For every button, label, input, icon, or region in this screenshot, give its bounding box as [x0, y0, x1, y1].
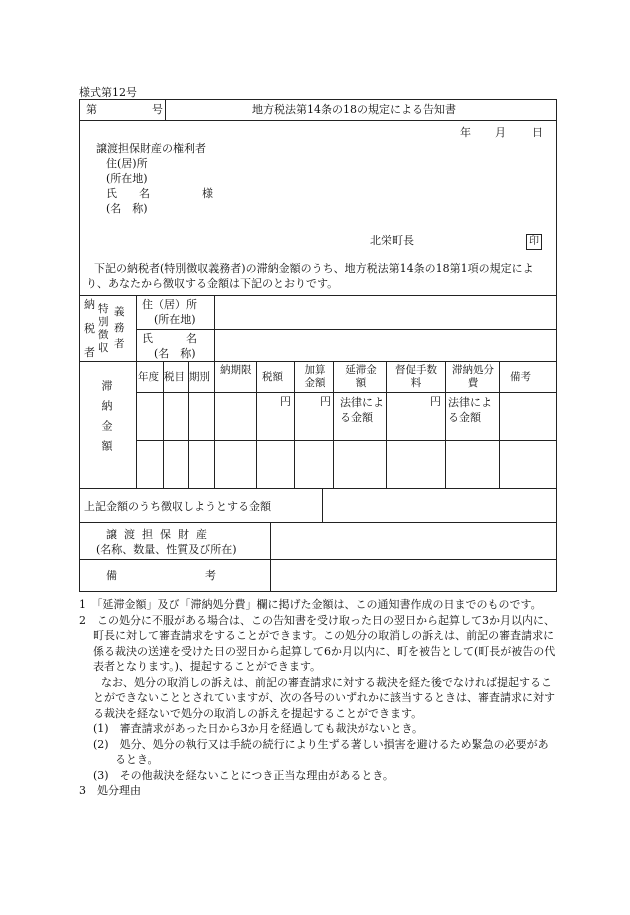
note-item-3: (3) その他裁決を経ないことにつき正当な理由があるとき。 — [93, 768, 394, 782]
recipient-name-suffix: 様 — [202, 187, 213, 200]
taxpayer-label-b: 税 — [84, 322, 95, 335]
intro-text: 下記の納税者(特別徴収義務者)の滞納金額のうち、地方税法第14条の18第1項の規定により、あなたから徴収する金額は下記のとおりです。 — [86, 262, 534, 290]
col-delinquency: 延滞金額 — [345, 364, 377, 389]
col-demand-fee: 督促手数料 — [395, 364, 437, 389]
recipient-name-label: 氏 名 — [106, 187, 150, 200]
date-day: 日 — [532, 126, 543, 139]
taxpayer-special-4: 収 — [98, 342, 109, 354]
col-surcharge: 加算金額 — [304, 364, 326, 389]
taxpayer-label-c: 者 — [84, 346, 95, 359]
col-tax-item: 税目 — [164, 371, 185, 383]
col-period: 期別 — [189, 371, 210, 383]
property-sub: (名称、数量、性質及び所在) — [96, 543, 237, 556]
disposition-by-law: 法律による金額 — [448, 396, 492, 424]
col-disposition-cost: 滞納処分費 — [452, 364, 494, 389]
taxpayer-gimu-2: 務 — [114, 322, 125, 334]
taxpayer-address-label: 住（居）所 — [142, 298, 197, 311]
recipient-name-sub: (名 称) — [106, 202, 148, 215]
property-label: 譲渡担保財産 — [106, 528, 214, 541]
notice-form — [79, 99, 557, 592]
unit-fee: 円 — [430, 395, 441, 408]
taxpayer-name-sub: (名 称) — [154, 347, 196, 360]
recipient-address-label: 住(居)所 — [106, 157, 148, 170]
notes-section — [79, 597, 559, 799]
col-due-date: 納期限 — [220, 364, 252, 376]
note-2-continued: なお、処分の取消しの訴えは、前記の審査請求に対する裁決を経た後でなければ提起することができないこととされていますが、次の各号のいずれかに該当するときは、審査請求に対する裁決を経ないで処分の取消しの訴えを提起することができます。 — [93, 675, 555, 720]
taxpayer-special-1: 特 — [98, 303, 109, 315]
collect-label: 上記金額のうち徴収しようとする金額 — [84, 500, 271, 513]
taxpayer-gimu-3: 者 — [114, 338, 125, 350]
col-tax-amount: 税額 — [262, 371, 283, 383]
note-2: 2 この処分に不服がある場合は、この告知書を受け取った日の翌日から起算して3か月以内に、町長に対して審査請求をすることができます。この処分の取消しの訴えは、前記の審査請求に係る裁決の送達を受けた日の翌日から起算して6か月以内に、町を被告として(町長が被告の代表者となります。)、提起することができます。 — [79, 613, 556, 673]
recipient-address-sub: (所在地) — [106, 172, 148, 185]
number-label-dai: 第 — [86, 103, 97, 116]
taxpayer-name-label: 氏 名 — [142, 332, 197, 345]
taxpayer-label-a: 納 — [84, 298, 95, 311]
unit-surcharge: 円 — [320, 395, 331, 408]
issuer-name: 北栄町長 — [370, 234, 414, 247]
delinquency-by-law: 法律による金額 — [340, 396, 384, 424]
date-month: 月 — [495, 126, 506, 139]
col-year: 年度 — [138, 371, 159, 383]
number-label-go: 号 — [152, 103, 163, 116]
taxpayer-gimu-1: 義 — [114, 306, 125, 318]
taxpayer-special-3: 徴 — [98, 329, 109, 341]
note-1: 1 「延滞金額」及び「滞納処分費」欄に掲げた金額は、この通知書作成の日までのものです。 — [79, 598, 542, 611]
recipient-heading: 譲渡担保財産の権利者 — [96, 142, 206, 155]
note-item-2: (2) 処分、処分の執行又は手続の続行により生ずる著しい損害を避けるため緊急の必要があるとき。 — [93, 737, 549, 766]
date-year: 年 — [460, 126, 471, 139]
remarks-label: 備 考 — [106, 569, 216, 582]
seal-mark: 印 — [526, 234, 542, 250]
form-number: 様式第12号 — [79, 86, 137, 99]
col-remarks: 備考 — [510, 371, 531, 383]
arrears-side-label: 滞納金額 — [100, 380, 113, 460]
taxpayer-address-sub: (所在地) — [154, 313, 196, 326]
note-item-1: (1) 審査請求があった日から3か月を経過しても裁決がないとき。 — [93, 722, 424, 735]
document-title: 地方税法第14条の18の規定による告知書 — [252, 103, 456, 116]
note-3: 3 処分理由 — [79, 784, 141, 797]
unit-tax: 円 — [280, 395, 291, 408]
taxpayer-special-2: 別 — [98, 316, 109, 328]
